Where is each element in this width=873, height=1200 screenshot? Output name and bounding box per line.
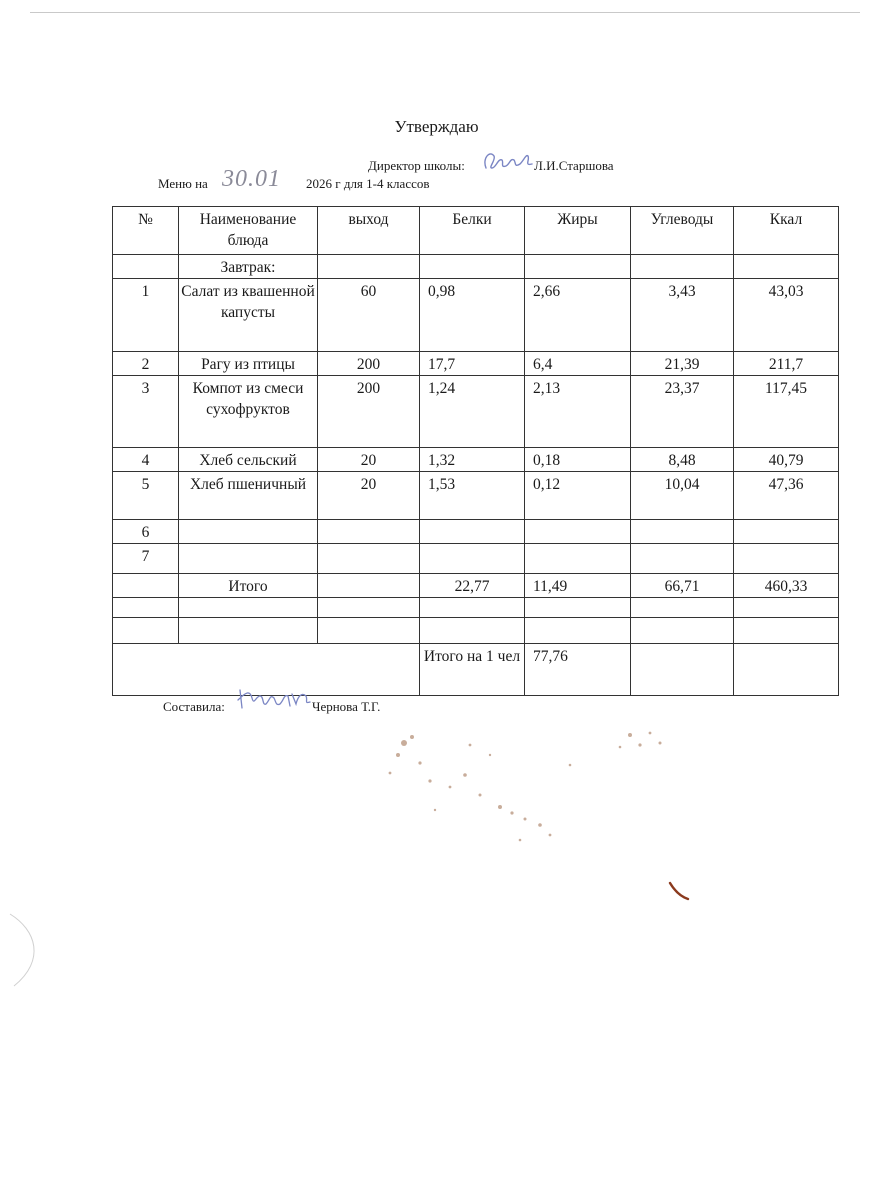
header-cell-number: № xyxy=(113,207,179,255)
dish-fat xyxy=(525,520,631,544)
table-row xyxy=(113,448,839,472)
paper-edge-mark xyxy=(6,910,46,990)
dish-carbs: 3,43 xyxy=(631,279,734,352)
dish-output: 20 xyxy=(318,448,420,472)
table-row xyxy=(113,544,839,574)
dish-output: 200 xyxy=(318,376,420,448)
approval-heading: Утверждаю xyxy=(394,117,479,136)
dish-name: Хлеб пшеничный xyxy=(179,472,318,520)
dish-output xyxy=(318,520,420,544)
dish-protein: 17,7 xyxy=(420,352,525,376)
section-label: Завтрак: xyxy=(179,255,318,279)
total-label: Итого xyxy=(179,574,318,598)
dish-kcal xyxy=(734,544,839,574)
paper-stain-marks xyxy=(370,715,690,915)
empty-row xyxy=(113,618,839,644)
dish-protein: 0,98 xyxy=(420,279,525,352)
dish-output: 60 xyxy=(318,279,420,352)
dish-name xyxy=(179,544,318,574)
dish-carbs: 21,39 xyxy=(631,352,734,376)
dish-name: Салат из квашенной капусты xyxy=(179,279,318,352)
dish-name: Хлеб сельский xyxy=(179,448,318,472)
empty-row xyxy=(113,598,839,618)
dish-protein: 1,24 xyxy=(420,376,525,448)
dish-fat: 2,13 xyxy=(525,376,631,448)
menu-date-handwritten: 30.01 xyxy=(222,166,281,192)
dish-protein: 1,32 xyxy=(420,448,525,472)
per-person-value: 77,76 xyxy=(525,644,631,696)
table-row xyxy=(113,279,839,352)
dish-kcal: 117,45 xyxy=(734,376,839,448)
table-row xyxy=(113,520,839,544)
total-fat: 11,49 xyxy=(525,574,631,598)
compiled-name: Чернова Т.Г. xyxy=(312,699,381,714)
row-number: 3 xyxy=(113,376,179,448)
dish-carbs xyxy=(631,520,734,544)
dish-carbs xyxy=(631,544,734,574)
dish-output: 200 xyxy=(318,352,420,376)
total-row xyxy=(113,574,839,598)
dish-fat xyxy=(525,544,631,574)
compiler-signature xyxy=(236,686,314,714)
row-number: 5 xyxy=(113,472,179,520)
total-kcal: 460,33 xyxy=(734,574,839,598)
row-number: 4 xyxy=(113,448,179,472)
dish-kcal: 211,7 xyxy=(734,352,839,376)
menu-label: Меню на xyxy=(158,176,208,191)
header-cell-protein: Белки xyxy=(420,207,525,255)
table-row xyxy=(113,376,839,448)
dish-kcal xyxy=(734,520,839,544)
dish-protein: 1,53 xyxy=(420,472,525,520)
table-row xyxy=(113,352,839,376)
dish-protein xyxy=(420,544,525,574)
director-signature xyxy=(480,146,534,176)
row-number: 2 xyxy=(113,352,179,376)
table-row xyxy=(113,472,839,520)
dish-name: Рагу из птицы xyxy=(179,352,318,376)
row-number: 6 xyxy=(113,520,179,544)
dish-carbs: 10,04 xyxy=(631,472,734,520)
dish-fat: 0,12 xyxy=(525,472,631,520)
dish-fat: 6,4 xyxy=(525,352,631,376)
dish-name: Компот из смеси сухофруктов xyxy=(179,376,318,448)
per-person-row xyxy=(113,644,839,696)
total-carbs: 66,71 xyxy=(631,574,734,598)
dish-protein xyxy=(420,520,525,544)
dish-fat: 0,18 xyxy=(525,448,631,472)
dish-carbs: 8,48 xyxy=(631,448,734,472)
section-row-breakfast xyxy=(113,255,839,279)
header-cell-output: выход xyxy=(318,207,420,255)
dish-name xyxy=(179,520,318,544)
dish-output: 20 xyxy=(318,472,420,520)
row-number: 7 xyxy=(113,544,179,574)
dish-kcal: 47,36 xyxy=(734,472,839,520)
dish-fat: 2,66 xyxy=(525,279,631,352)
compiled-label: Составила: xyxy=(163,699,225,714)
dish-carbs: 23,37 xyxy=(631,376,734,448)
total-protein: 22,77 xyxy=(420,574,525,598)
header-cell-kcal: Ккал xyxy=(734,207,839,255)
director-label: Директор школы: xyxy=(368,158,465,173)
menu-year-class: 2026 г для 1-4 классов xyxy=(306,176,430,191)
table-header-row xyxy=(113,207,839,255)
dish-kcal: 43,03 xyxy=(734,279,839,352)
director-name: Л.И.Старшова xyxy=(534,158,614,173)
per-person-label: Итого на 1 чел xyxy=(420,644,525,696)
header-cell-carbs: Углеводы xyxy=(631,207,734,255)
row-number: 1 xyxy=(113,279,179,352)
dish-output xyxy=(318,544,420,574)
scan-edge-line xyxy=(30,12,860,13)
dish-kcal: 40,79 xyxy=(734,448,839,472)
menu-table xyxy=(112,206,839,696)
header-cell-dish: Наименование блюда xyxy=(179,207,318,255)
header-cell-fat: Жиры xyxy=(525,207,631,255)
